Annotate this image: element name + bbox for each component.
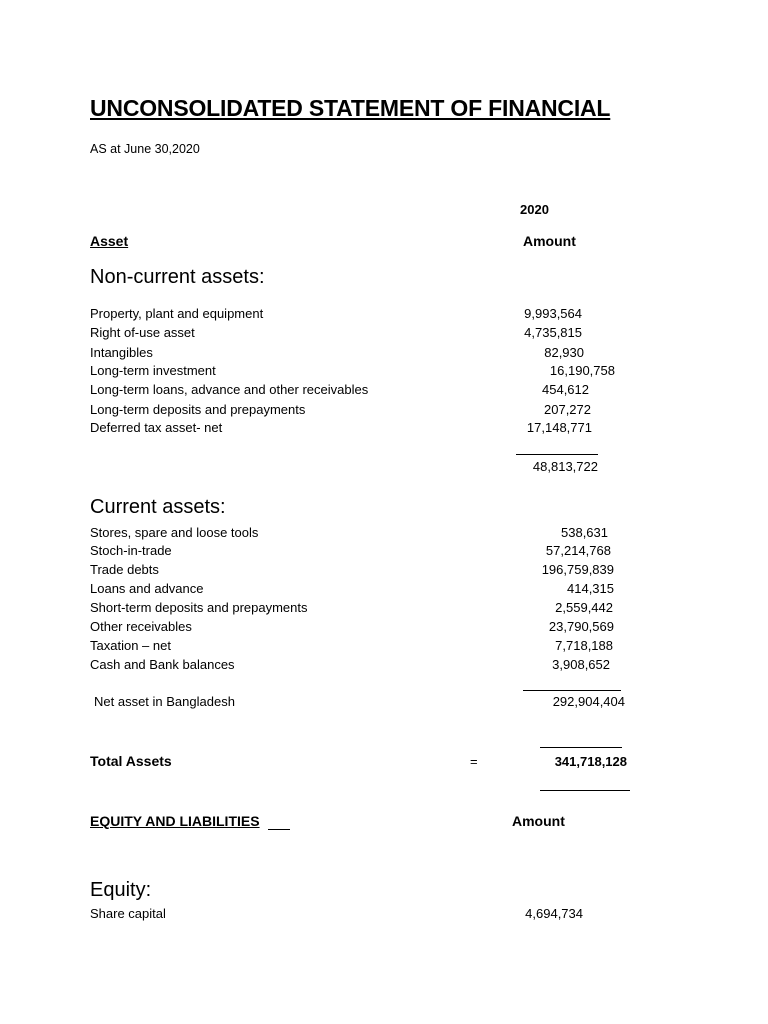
line-item-label: Long-term investment xyxy=(90,363,216,378)
line-item-label: Loans and advance xyxy=(90,581,204,596)
net-asset-amount: 292,904,404 xyxy=(552,694,625,709)
page-title: UNCONSOLIDATED STATEMENT OF FINANCIAL xyxy=(90,95,611,121)
line-item-amount: 4,735,815 xyxy=(524,325,582,340)
line-item-label: Right of-use asset xyxy=(90,325,195,340)
statement-date: AS at June 30,2020 xyxy=(90,142,200,156)
equity-amount-header: Amount xyxy=(512,813,565,829)
line-item-label: Long-term deposits and prepayments xyxy=(90,402,306,417)
line-item-amount: 3,908,652 xyxy=(552,657,610,672)
net-asset-label: Net asset in Bangladesh xyxy=(94,694,235,709)
equals-sign: = xyxy=(470,754,478,769)
line-item-label: Short-term deposits and prepayments xyxy=(90,600,308,615)
header-underline-extension xyxy=(268,829,290,830)
line-item-amount: 7,718,188 xyxy=(555,638,613,653)
line-item-label: Share capital xyxy=(90,906,166,921)
line-item-label: Intangibles xyxy=(90,345,153,360)
amount-column-header: Amount xyxy=(523,233,576,249)
total-assets-label: Total Assets xyxy=(90,753,172,769)
line-item-amount: 57,214,768 xyxy=(545,543,611,558)
non-current-total: 48,813,722 xyxy=(532,459,598,474)
line-item-amount: 207,272 xyxy=(544,402,591,417)
subtotal-rule xyxy=(516,454,598,455)
equity-liabilities-header: EQUITY AND LIABILITIES xyxy=(90,813,260,829)
line-item-amount: 538,631 xyxy=(561,525,608,540)
year-header: 2020 xyxy=(520,202,549,217)
line-item-amount: 16,190,758 xyxy=(549,363,615,378)
total-rule-top xyxy=(540,747,622,748)
line-item-label: Cash and Bank balances xyxy=(90,657,235,672)
equity-heading: Equity: xyxy=(90,879,152,901)
current-assets-heading: Current assets: xyxy=(90,496,226,518)
line-item-amount: 9,993,564 xyxy=(524,306,582,321)
line-item-label: Other receivables xyxy=(90,619,192,634)
total-assets-amount: 341,718,128 xyxy=(554,754,627,769)
line-item-label: Property, plant and equipment xyxy=(90,306,264,321)
line-item-amount: 82,930 xyxy=(544,345,584,360)
line-item-label: Trade debts xyxy=(90,562,159,577)
line-item-amount: 23,790,569 xyxy=(548,619,614,634)
line-item-amount: 2,559,442 xyxy=(555,600,613,615)
subtotal-rule xyxy=(523,690,621,691)
line-item-label: Long-term loans, advance and other receivables xyxy=(90,382,369,397)
total-rule-bottom xyxy=(540,790,630,791)
line-item-amount: 414,315 xyxy=(567,581,614,596)
line-item-label: Stores, spare and loose tools xyxy=(90,525,259,540)
line-item-amount: 4,694,734 xyxy=(525,906,583,921)
line-item-amount: 454,612 xyxy=(542,382,589,397)
non-current-assets-heading: Non-current assets: xyxy=(90,266,265,288)
line-item-label: Taxation – net xyxy=(90,638,171,653)
line-item-amount: 196,759,839 xyxy=(541,562,614,577)
line-item-label: Stoch-in-trade xyxy=(90,543,172,558)
asset-column-header: Asset xyxy=(90,233,129,249)
line-item-amount: 17,148,771 xyxy=(526,420,592,435)
line-item-label: Deferred tax asset- net xyxy=(90,420,223,435)
